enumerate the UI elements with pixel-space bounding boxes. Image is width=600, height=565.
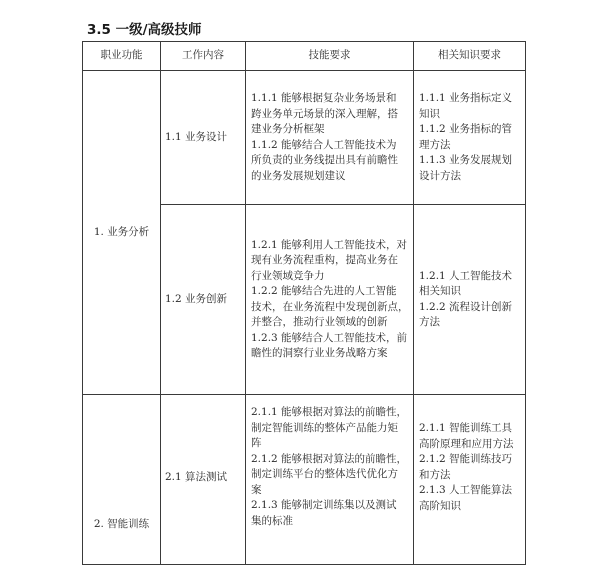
work-content-cell: 1.2 业务创新: [161, 205, 246, 395]
skill-line: 制定智能训练的整体产品能力矩: [251, 421, 398, 434]
work-content-cell: 2.1 算法测试: [161, 395, 246, 565]
knowledge-line: 相关知识: [419, 285, 461, 297]
skill-line: 1.2.3 能够结合人工智能技术，前: [251, 331, 408, 344]
header-work-content: 工作内容: [161, 42, 246, 71]
skill-line: 的业务发展规划建议: [251, 169, 346, 182]
skill-line: 现有业务流程重构，提高业务在: [251, 254, 398, 266]
skill-line: 1.2.1 能够利用人工智能技术，对: [251, 238, 408, 251]
skill-line: 1.2.2 能够结合先进的人工智能: [251, 285, 397, 297]
skill-line: 1.1.1 能够根据复杂业务场景和: [251, 92, 397, 104]
skill-line: 阵: [251, 437, 262, 449]
knowledge-line: 2.1.3 人工智能算法: [419, 484, 513, 496]
knowledge-line: 和方法: [419, 468, 451, 481]
skills-requirements-table: [82, 41, 526, 565]
header-skill-requirements: 技能要求: [246, 42, 414, 71]
function-cell: 1. 业务分析: [83, 71, 161, 395]
header-knowledge-requirements: 相关知识要求: [414, 42, 526, 71]
skill-cell: [246, 395, 414, 565]
skill-line: 所负责的业务线提出具有前瞻性: [251, 154, 398, 166]
knowledge-cell: [414, 395, 526, 565]
skill-line: 瞻性的洞察行业业务战略方案: [251, 347, 388, 359]
table-header-row: [83, 42, 526, 71]
header-function: 职业功能: [83, 42, 161, 71]
skill-line: 建业务分析框架: [251, 123, 325, 135]
knowledge-line: 1.1.3 业务发展规划: [419, 154, 513, 166]
skill-line: 并整合，推动行业领域的创新: [251, 316, 388, 328]
table-row: [83, 71, 526, 205]
knowledge-line: 理方法: [419, 138, 451, 151]
knowledge-line: 1.1.2 业务指标的管: [419, 123, 513, 135]
skill-line: 制定训练平台的整体迭代优化方: [251, 468, 398, 480]
knowledge-line: 1.2.1 人工智能技术: [419, 269, 513, 282]
skill-line: 跨业务单元场景的深入理解，搭: [251, 107, 398, 120]
skill-cell: [246, 71, 414, 205]
skill-line: 案: [251, 483, 262, 496]
work-content-cell: 1.1 业务设计: [161, 71, 246, 205]
knowledge-cell: [414, 205, 526, 395]
knowledge-line: 设计方法: [419, 169, 461, 182]
knowledge-line: 2.1.1 智能训练工具: [419, 422, 513, 434]
skill-line: 2.1.1 能够根据对算法的前瞻性，: [251, 406, 408, 418]
skill-line: 集的标准: [251, 514, 293, 527]
knowledge-cell: [414, 71, 526, 205]
knowledge-line: 方法: [419, 316, 440, 328]
skill-line: 2.1.2 能够根据对算法的前瞻性，: [251, 452, 408, 465]
skill-line: 1.1.2 能够结合人工智能技术为: [251, 138, 397, 151]
table-row: [83, 395, 526, 565]
knowledge-line: 高阶知识: [419, 499, 461, 512]
knowledge-line: 2.1.2 智能训练技巧: [419, 453, 513, 465]
skill-line: 2.1.3 能够制定训练集以及测试: [251, 499, 397, 511]
skill-line: 行业领域竞争力: [251, 269, 325, 282]
function-cell: 2. 智能训练: [83, 395, 161, 565]
knowledge-line: 1.2.2 流程设计创新: [419, 300, 513, 313]
skill-cell: [246, 205, 414, 395]
knowledge-line: 1.1.1 业务指标定义: [419, 92, 513, 104]
knowledge-line: 知识: [419, 107, 440, 120]
knowledge-line: 高阶原理和应用方法: [419, 437, 514, 450]
section-heading: 3.5 一级/高级技师: [87, 22, 202, 38]
skill-line: 技术，在业务流程中发现创新点，: [251, 300, 409, 313]
